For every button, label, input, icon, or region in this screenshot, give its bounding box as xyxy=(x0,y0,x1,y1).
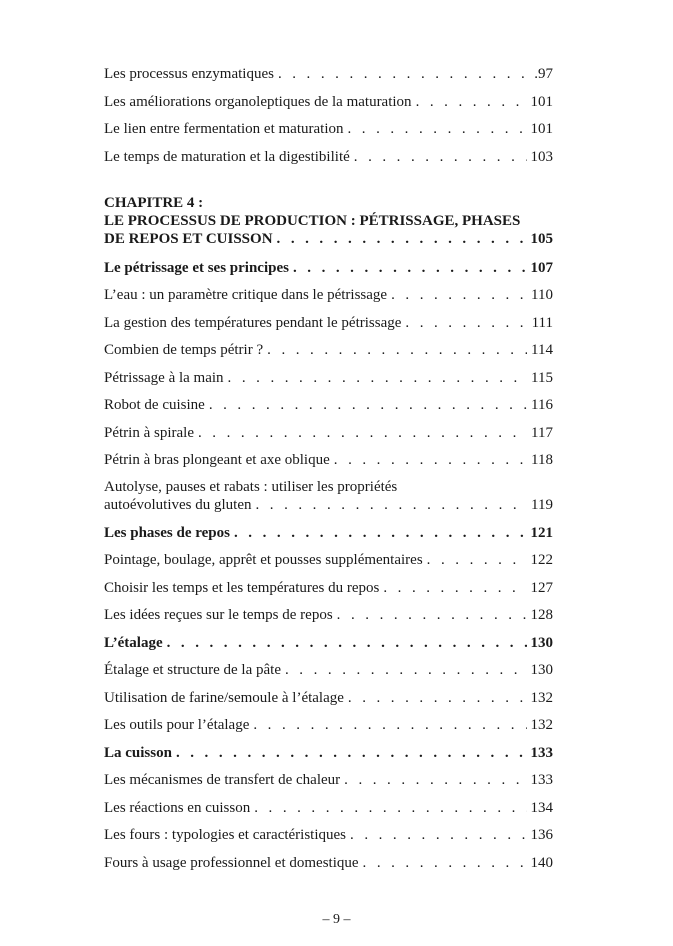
toc-entry xyxy=(104,396,553,414)
dot-leader xyxy=(423,551,527,569)
toc-entry xyxy=(104,661,553,679)
toc-entry-title: Fours à usage professionnel et domestique xyxy=(104,855,359,871)
dot-leader xyxy=(250,799,526,817)
toc-entry-title: Robot de cuisine xyxy=(104,397,205,413)
toc-entry-title: La cuisson xyxy=(104,745,172,761)
toc-entry-title: L’étalage xyxy=(104,635,163,651)
dot-leader xyxy=(251,496,527,514)
dot-leader xyxy=(289,259,527,277)
toc-entry xyxy=(104,65,553,83)
toc-entry-page: 101 xyxy=(530,121,553,137)
toc-entry-page: 128 xyxy=(530,607,553,623)
toc-entry-page: 134 xyxy=(530,800,553,816)
toc-entry-title: Pointage, boulage, apprêt et pousses supplémentaires xyxy=(104,552,423,568)
toc-entry-page: 132 xyxy=(530,690,553,706)
dot-leader xyxy=(263,341,527,359)
dot-leader xyxy=(330,451,527,469)
toc-entry-title: Les améliorations organoleptiques de la maturation xyxy=(104,94,412,110)
toc-entry-page: 136 xyxy=(530,827,553,843)
dot-leader xyxy=(224,369,528,387)
toc-entry xyxy=(104,369,553,387)
toc-entry-title: Les outils pour l’étalage xyxy=(104,717,250,733)
dot-leader xyxy=(194,424,527,442)
toc-entry-title: Le pétrissage et ses principes xyxy=(104,260,289,276)
toc-entry-page: 107 xyxy=(530,260,553,276)
toc-entry-title: Étalage et structure de la pâte xyxy=(104,662,281,678)
toc-entry xyxy=(104,799,553,817)
toc-entry-page: 130 xyxy=(530,662,553,678)
toc-entry-page: 111 xyxy=(531,315,553,331)
toc-entry xyxy=(104,314,553,332)
toc-entry-page: 122 xyxy=(530,552,553,568)
chapter-title-line: LE PROCESSUS DE PRODUCTION : PÉTRISSAGE, PHASES xyxy=(104,213,521,229)
toc-entry-page: 121 xyxy=(530,525,553,541)
toc-section xyxy=(104,634,553,652)
toc-entry-page: .97 xyxy=(534,66,553,82)
toc-entry xyxy=(104,551,553,569)
toc-entry xyxy=(104,496,553,514)
toc-entry-title: Le lien entre fermentation et maturation xyxy=(104,121,344,137)
dot-leader xyxy=(163,634,527,652)
toc-entry-title: L’eau : un paramètre critique dans le pétrissage xyxy=(104,287,388,303)
toc-section xyxy=(104,524,553,542)
toc-entry-title: Combien de temps pétrir ? xyxy=(104,342,264,358)
toc-entry-page: 117 xyxy=(531,425,553,441)
toc-entry-page: 132 xyxy=(530,717,553,733)
dot-leader xyxy=(379,579,526,597)
toc-entry-title: Pétrin à bras plongeant et axe oblique xyxy=(104,452,330,468)
dot-leader xyxy=(230,524,527,542)
toc-entry-title: autoévolutives du gluten xyxy=(104,497,252,513)
toc-section xyxy=(104,744,553,762)
toc-entry-page: 118 xyxy=(531,452,553,468)
toc-entry xyxy=(104,579,553,597)
chapter-title-line: DE REPOS ET CUISSON xyxy=(104,231,273,247)
toc-entry-title: Les réactions en cuisson xyxy=(104,800,251,816)
dot-leader xyxy=(281,661,527,679)
dot-leader xyxy=(273,230,527,248)
toc-entry-title: Les phases de repos xyxy=(104,525,230,541)
toc-entry-title: Les mécanismes de transfert de chaleur xyxy=(104,772,341,788)
dot-leader xyxy=(340,771,526,789)
chapter-page: 105 xyxy=(530,231,553,247)
toc-entry-page: 114 xyxy=(531,342,553,358)
dot-leader xyxy=(350,148,527,166)
toc-entry-page: 119 xyxy=(531,497,553,513)
dot-leader xyxy=(205,396,527,414)
toc-entry-page: 103 xyxy=(530,149,553,165)
toc-entry-page: 133 xyxy=(530,772,553,788)
dot-leader xyxy=(333,606,527,624)
toc-entry xyxy=(104,148,553,166)
toc-entry-title: Les processus enzymatiques xyxy=(104,66,274,82)
toc-entry-page: 101 xyxy=(530,94,553,110)
toc-entry-page: 127 xyxy=(530,580,553,596)
dot-leader xyxy=(172,744,527,762)
toc-entry-page: 130 xyxy=(530,635,553,651)
toc-entry-title: Pétrin à spirale xyxy=(104,425,194,441)
dot-leader xyxy=(343,120,526,138)
chapter-title-entry xyxy=(104,230,553,248)
toc-entry-title: La gestion des températures pendant le pétrissage xyxy=(104,315,402,331)
dot-leader xyxy=(401,314,527,332)
toc-entry xyxy=(104,771,553,789)
toc-entry xyxy=(104,286,553,304)
toc-entry xyxy=(104,689,553,707)
toc-entry xyxy=(104,341,553,359)
dot-leader xyxy=(412,93,527,111)
toc-entry xyxy=(104,716,553,734)
toc-entry-page: 133 xyxy=(530,745,553,761)
dot-leader xyxy=(344,689,527,707)
toc-section xyxy=(104,259,553,277)
dot-leader xyxy=(359,854,527,872)
toc-entry xyxy=(104,826,553,844)
dot-leader xyxy=(387,286,527,304)
toc-entry-title: Choisir les temps et les températures du repos xyxy=(104,580,380,596)
toc-entry-title: Le temps de maturation et la digestibilité xyxy=(104,149,350,165)
toc-entry-page: 116 xyxy=(531,397,553,413)
toc-entry xyxy=(104,424,553,442)
toc-entry-page: 140 xyxy=(530,855,553,871)
toc-entry xyxy=(104,451,553,469)
toc-entry-title: Pétrissage à la main xyxy=(104,370,224,386)
toc-entry-page: 110 xyxy=(531,287,553,303)
toc-entry-title: Les idées reçues sur le temps de repos xyxy=(104,607,333,623)
page-number: – 9 – xyxy=(322,912,351,927)
toc-entry-title: Utilisation de farine/semoule à l’étalage xyxy=(104,690,344,706)
toc-entry-title: Les fours : typologies et caractéristiques xyxy=(104,827,347,843)
dot-leader xyxy=(274,65,530,83)
toc-entry-title-line: Autolyse, pauses et rabats : utiliser les propriétés xyxy=(104,479,398,495)
dot-leader xyxy=(346,826,526,844)
toc-entry xyxy=(104,606,553,624)
toc-entry xyxy=(104,120,553,138)
toc-entry xyxy=(104,93,553,111)
toc-entry-page: 115 xyxy=(531,370,553,386)
dot-leader xyxy=(249,716,526,734)
toc-entry xyxy=(104,854,553,872)
chapter-label: CHAPITRE 4 : xyxy=(104,195,204,211)
